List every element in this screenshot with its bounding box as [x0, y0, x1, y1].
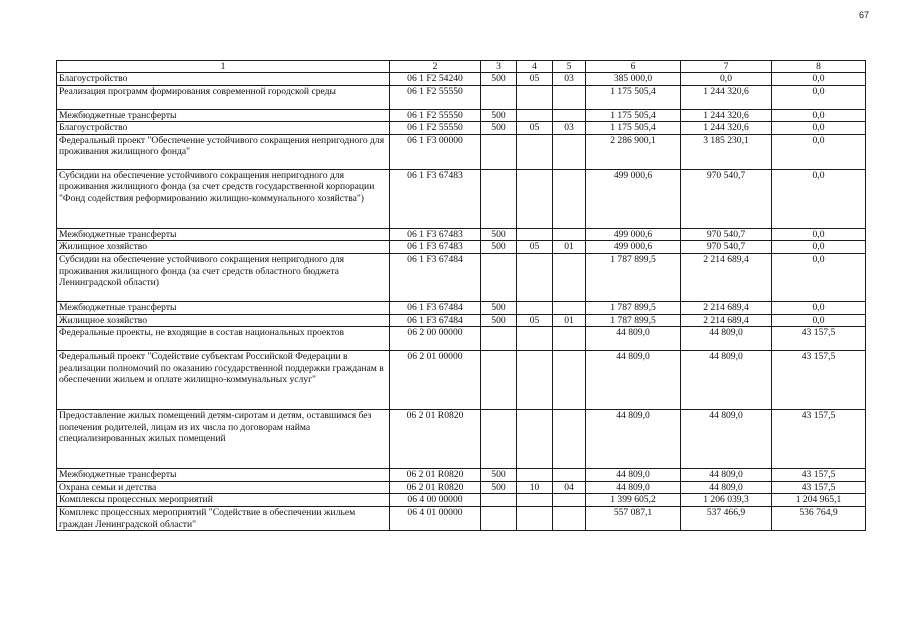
rz-cell: 4 [517, 61, 553, 73]
sum-2025-cell: 0,0 [772, 134, 866, 169]
sum-2024-cell: 970 540,7 [681, 241, 772, 254]
header-row [57, 61, 866, 73]
vr-cell: 500 [481, 481, 517, 494]
code-cell: 06 2 01 R0820 [390, 481, 481, 494]
code-cell: 06 2 01 R0820 [390, 469, 481, 482]
code-cell: 06 1 F2 55550 [390, 85, 481, 109]
pr-cell [553, 410, 586, 469]
sum-2025-cell: 0,0 [772, 228, 866, 241]
sum-2024-cell: 2 214 689,4 [681, 314, 772, 327]
sum-2024-cell: 44 809,0 [681, 410, 772, 469]
name-cell: Жилищное хозяйство [57, 314, 390, 327]
sum-2024-cell: 1 244 320,6 [681, 109, 772, 122]
vr-cell: 500 [481, 73, 517, 86]
pr-cell: 01 [553, 241, 586, 254]
rz-cell [517, 134, 553, 169]
sum-2024-cell: 44 809,0 [681, 481, 772, 494]
sum-2023-cell: 1 787 899,5 [586, 314, 681, 327]
pr-cell: 5 [553, 61, 586, 73]
name-cell: Межбюджетные трансферты [57, 469, 390, 482]
sum-2023-cell: 1 175 505,4 [586, 85, 681, 109]
rz-cell [517, 228, 553, 241]
vr-cell: 500 [481, 228, 517, 241]
code-cell: 06 4 01 00000 [390, 506, 481, 530]
sum-2023-cell: 44 809,0 [586, 481, 681, 494]
table-row [57, 314, 866, 327]
table-row [57, 410, 866, 469]
table-row [57, 85, 866, 109]
table-row [57, 494, 866, 507]
vr-cell: 500 [481, 109, 517, 122]
sum-2023-cell: 385 000,0 [586, 73, 681, 86]
vr-cell: 500 [481, 314, 517, 327]
vr-cell [481, 169, 517, 228]
pr-cell [553, 469, 586, 482]
sum-2024-cell: 44 809,0 [681, 469, 772, 482]
sum-2025-cell: 43 157,5 [772, 469, 866, 482]
code-cell: 06 1 F2 54240 [390, 73, 481, 86]
sum-2023-cell: 1 175 505,4 [586, 122, 681, 135]
sum-2025-cell: 43 157,5 [772, 327, 866, 351]
sum-2025-cell: 8 [772, 61, 866, 73]
code-cell: 06 1 F2 55550 [390, 109, 481, 122]
sum-2023-cell: 44 809,0 [586, 351, 681, 410]
sum-2023-cell: 44 809,0 [586, 327, 681, 351]
rz-cell [517, 410, 553, 469]
sum-2025-cell: 0,0 [772, 85, 866, 109]
rz-cell: 05 [517, 241, 553, 254]
table-row [57, 73, 866, 86]
vr-cell [481, 85, 517, 109]
rz-cell: 05 [517, 122, 553, 135]
name-cell: Федеральный проект "Содействие субъектам Российской Федерации в реализации полномочий по оказанию государственной поддержки гражданам в обеспечении жильем и оплате жилищно-коммунальных услуг" [57, 351, 390, 410]
sum-2023-cell: 44 809,0 [586, 469, 681, 482]
sum-2023-cell: 1 787 899,5 [586, 253, 681, 301]
pr-cell [553, 506, 586, 530]
name-cell: Межбюджетные трансферты [57, 109, 390, 122]
sum-2023-cell: 1 787 899,5 [586, 301, 681, 314]
table-row [57, 169, 866, 228]
sum-2024-cell: 2 214 689,4 [681, 301, 772, 314]
sum-2025-cell: 0,0 [772, 301, 866, 314]
rz-cell [517, 253, 553, 301]
name-cell: Федеральный проект "Обеспечение устойчивого сокращения непригодного для проживания жилищного фонда" [57, 134, 390, 169]
sum-2023-cell: 1 399 605,2 [586, 494, 681, 507]
vr-cell [481, 134, 517, 169]
sum-2024-cell: 44 809,0 [681, 351, 772, 410]
name-cell: Межбюджетные трансферты [57, 228, 390, 241]
sum-2024-cell: 537 466,9 [681, 506, 772, 530]
sum-2023-cell: 6 [586, 61, 681, 73]
table-row [57, 109, 866, 122]
pr-cell [553, 134, 586, 169]
code-cell: 06 2 01 00000 [390, 351, 481, 410]
pr-cell [553, 351, 586, 410]
sum-2025-cell: 43 157,5 [772, 351, 866, 410]
name-cell: Федеральные проекты, не входящие в состав национальных проектов [57, 327, 390, 351]
pr-cell [553, 169, 586, 228]
code-cell: 06 2 00 00000 [390, 327, 481, 351]
rz-cell [517, 506, 553, 530]
code-cell: 06 2 01 R0820 [390, 410, 481, 469]
code-cell: 06 4 00 00000 [390, 494, 481, 507]
name-cell: Благоустройство [57, 122, 390, 135]
sum-2024-cell: 1 244 320,6 [681, 85, 772, 109]
rz-cell [517, 351, 553, 410]
vr-cell: 500 [481, 241, 517, 254]
table-row [57, 469, 866, 482]
sum-2024-cell: 44 809,0 [681, 327, 772, 351]
vr-cell [481, 410, 517, 469]
pr-cell [553, 228, 586, 241]
code-cell: 06 1 F2 55550 [390, 122, 481, 135]
name-cell: Субсидии на обеспечение устойчивого сокращения непригодного для проживания жилищного фонда (за счет средств государственной корпорации "Фонд содействия реформированию жилищно-коммунального хозяйства") [57, 169, 390, 228]
pr-cell: 01 [553, 314, 586, 327]
sum-2025-cell: 0,0 [772, 73, 866, 86]
pr-cell [553, 109, 586, 122]
sum-2024-cell: 1 206 039,3 [681, 494, 772, 507]
table-row [57, 506, 866, 530]
name-cell: Благоустройство [57, 73, 390, 86]
vr-cell [481, 351, 517, 410]
code-cell: 06 1 F3 00000 [390, 134, 481, 169]
code-cell: 06 1 F3 67484 [390, 253, 481, 301]
vr-cell [481, 253, 517, 301]
pr-cell [553, 301, 586, 314]
vr-cell: 500 [481, 122, 517, 135]
code-cell: 06 1 F3 67483 [390, 241, 481, 254]
table-row [57, 122, 866, 135]
sum-2024-cell: 970 540,7 [681, 228, 772, 241]
table-row [57, 301, 866, 314]
vr-cell: 500 [481, 469, 517, 482]
table-row [57, 351, 866, 410]
vr-cell [481, 494, 517, 507]
name-cell: Межбюджетные трансферты [57, 301, 390, 314]
rz-cell [517, 494, 553, 507]
table-row [57, 327, 866, 351]
vr-cell: 3 [481, 61, 517, 73]
sum-2023-cell: 1 175 505,4 [586, 109, 681, 122]
pr-cell [553, 327, 586, 351]
rz-cell: 05 [517, 314, 553, 327]
name-cell: 1 [57, 61, 390, 73]
pr-cell: 04 [553, 481, 586, 494]
sum-2025-cell: 0,0 [772, 169, 866, 228]
vr-cell: 500 [481, 301, 517, 314]
name-cell: Комплексы процессных мероприятий [57, 494, 390, 507]
name-cell: Субсидии на обеспечение устойчивого сокращения непригодного для проживания жилищного фонда (за счет средств областного бюджета Ленинградской области) [57, 253, 390, 301]
rz-cell [517, 469, 553, 482]
table-row [57, 241, 866, 254]
pr-cell [553, 85, 586, 109]
code-cell: 06 1 F3 67484 [390, 314, 481, 327]
rz-cell [517, 327, 553, 351]
name-cell: Охрана семьи и детства [57, 481, 390, 494]
rz-cell [517, 109, 553, 122]
sum-2023-cell: 499 000,6 [586, 228, 681, 241]
sum-2024-cell: 2 214 689,4 [681, 253, 772, 301]
code-cell: 06 1 F3 67484 [390, 301, 481, 314]
sum-2025-cell: 0,0 [772, 241, 866, 254]
vr-cell [481, 327, 517, 351]
sum-2025-cell: 0,0 [772, 122, 866, 135]
sum-2023-cell: 44 809,0 [586, 410, 681, 469]
vr-cell [481, 506, 517, 530]
page-number: 67 [859, 10, 870, 20]
budget-table [56, 60, 866, 531]
pr-cell: 03 [553, 122, 586, 135]
sum-2023-cell: 499 000,6 [586, 169, 681, 228]
name-cell: Предоставление жилых помещений детям-сиротам и детям, оставшимся без попечения родителей, лицам из их числа по договорам найма специализированных жилых помещений [57, 410, 390, 469]
pr-cell [553, 253, 586, 301]
sum-2023-cell: 499 000,6 [586, 241, 681, 254]
pr-cell: 03 [553, 73, 586, 86]
table-row [57, 228, 866, 241]
rz-cell [517, 169, 553, 228]
table-row [57, 134, 866, 169]
sum-2024-cell: 970 540,7 [681, 169, 772, 228]
table-row [57, 253, 866, 301]
rz-cell: 05 [517, 73, 553, 86]
sum-2025-cell: 0,0 [772, 109, 866, 122]
pr-cell [553, 494, 586, 507]
code-cell: 06 1 F3 67483 [390, 228, 481, 241]
sum-2025-cell: 1 204 965,1 [772, 494, 866, 507]
sum-2023-cell: 557 087,1 [586, 506, 681, 530]
name-cell: Жилищное хозяйство [57, 241, 390, 254]
sum-2024-cell: 3 185 230,1 [681, 134, 772, 169]
sum-2025-cell: 536 764,9 [772, 506, 866, 530]
sum-2025-cell: 0,0 [772, 253, 866, 301]
sum-2024-cell: 0,0 [681, 73, 772, 86]
name-cell: Комплекс процессных мероприятий "Содействие в обеспечении жильем граждан Ленинградской области" [57, 506, 390, 530]
sum-2025-cell: 43 157,5 [772, 410, 866, 469]
table-row [57, 481, 866, 494]
sum-2025-cell: 0,0 [772, 314, 866, 327]
rz-cell: 10 [517, 481, 553, 494]
sum-2023-cell: 2 286 900,1 [586, 134, 681, 169]
sum-2025-cell: 43 157,5 [772, 481, 866, 494]
sum-2024-cell: 1 244 320,6 [681, 122, 772, 135]
name-cell: Реализация программ формирования современной городской среды [57, 85, 390, 109]
code-cell: 2 [390, 61, 481, 73]
code-cell: 06 1 F3 67483 [390, 169, 481, 228]
rz-cell [517, 85, 553, 109]
rz-cell [517, 301, 553, 314]
sum-2024-cell: 7 [681, 61, 772, 73]
